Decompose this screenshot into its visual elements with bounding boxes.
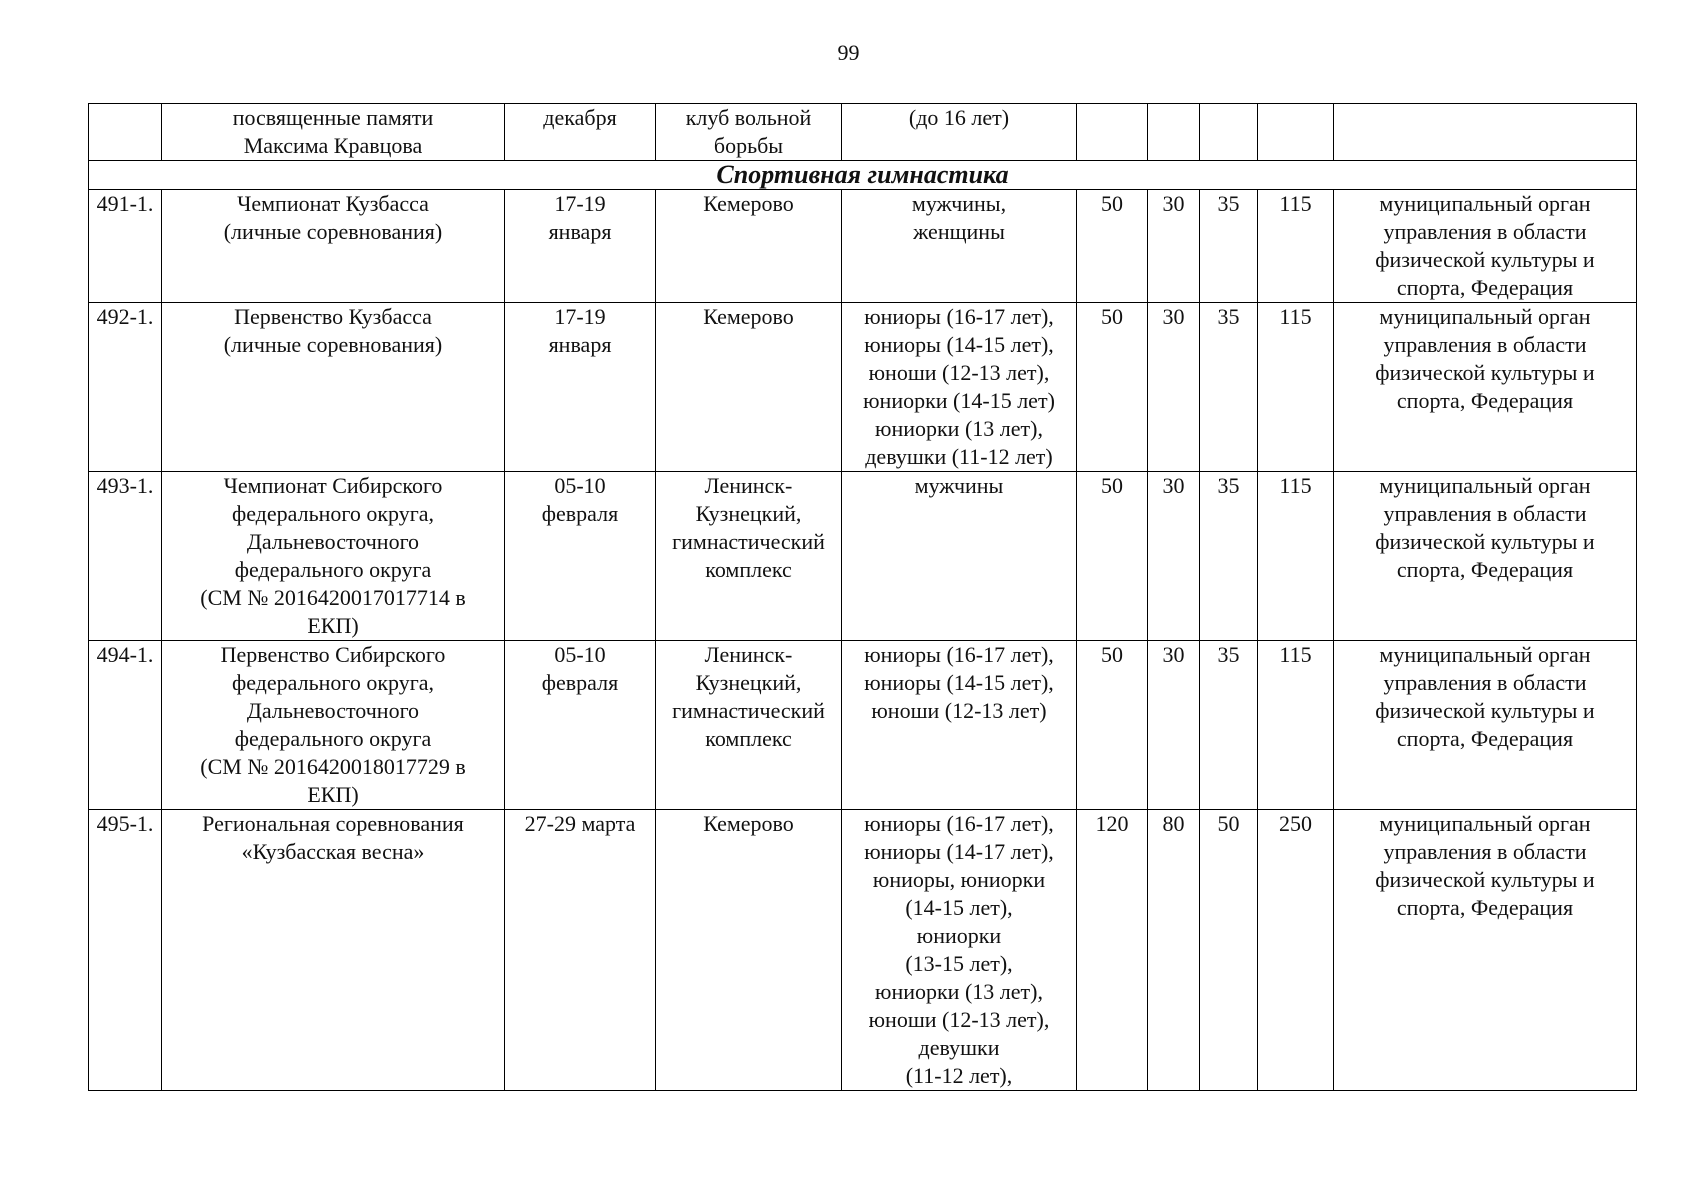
organizer-cell: муниципальный орган управления в области физической культуры и спорта, Федерация — [1334, 810, 1637, 1091]
count-cell-3: 35 — [1200, 641, 1258, 810]
count-cell-1: 50 — [1077, 303, 1148, 472]
table-row — [89, 641, 1637, 810]
event-place-cell: Ленинск- Кузнецкий, гимнастический комплекс — [656, 472, 842, 641]
row-number-cell — [89, 104, 162, 161]
count-cell-2: 30 — [1148, 190, 1200, 303]
total-cell: 250 — [1258, 810, 1334, 1091]
event-date-cell: 27-29 марта — [505, 810, 656, 1091]
participants-cell: мужчины, женщины — [842, 190, 1077, 303]
event-place-cell: клуб вольной борьбы — [656, 104, 842, 161]
event-place-cell: Кемерово — [656, 810, 842, 1091]
page-number: 99 — [837, 40, 860, 65]
total-cell: 115 — [1258, 472, 1334, 641]
count-cell-1 — [1077, 104, 1148, 161]
count-cell-3 — [1200, 104, 1258, 161]
event-place-cell: Кемерово — [656, 190, 842, 303]
count-cell-3: 35 — [1200, 190, 1258, 303]
participants-cell: юниоры (16-17 лет), юниоры (14-15 лет), юноши (12-13 лет), юниорки (14-15 лет) юниорки (13 лет), девушки (11-12 лет) — [842, 303, 1077, 472]
table-row — [89, 303, 1637, 472]
participants-cell: юниоры (16-17 лет), юниоры (14-17 лет), юниоры, юниорки (14-15 лет), юниорки (13-15 лет), юниорки (13 лет), юноши (12-13 лет), девушки (11-12 лет), — [842, 810, 1077, 1091]
continuation-row — [89, 104, 1637, 161]
event-name-cell: Первенство Кузбасса (личные соревнования) — [162, 303, 505, 472]
row-number-cell: 492-1. — [89, 303, 162, 472]
event-date-cell: 05-10 февраля — [505, 472, 656, 641]
event-date-cell: декабря — [505, 104, 656, 161]
participants-cell: мужчины — [842, 472, 1077, 641]
event-name-cell: посвященные памяти Максима Кравцова — [162, 104, 505, 161]
count-cell-2 — [1148, 104, 1200, 161]
event-date-cell: 05-10 февраля — [505, 641, 656, 810]
table-row — [89, 472, 1637, 641]
count-cell-2: 30 — [1148, 641, 1200, 810]
organizer-cell: муниципальный орган управления в области физической культуры и спорта, Федерация — [1334, 303, 1637, 472]
event-name-cell: Региональная соревнования «Кузбасская весна» — [162, 810, 505, 1091]
event-date-cell: 17-19 января — [505, 190, 656, 303]
event-name-cell: Первенство Сибирского федерального округа, Дальневосточного федерального округа (СМ № 2016420018017729 в ЕКП) — [162, 641, 505, 810]
events-table — [88, 103, 1637, 1091]
organizer-cell: муниципальный орган управления в области физической культуры и спорта, Федерация — [1334, 472, 1637, 641]
total-cell — [1258, 104, 1334, 161]
row-number-cell: 493-1. — [89, 472, 162, 641]
event-name-cell: Чемпионат Кузбасса (личные соревнования) — [162, 190, 505, 303]
event-place-cell: Кемерово — [656, 303, 842, 472]
participants-cell: (до 16 лет) — [842, 104, 1077, 161]
section-header-row — [89, 161, 1637, 190]
organizer-cell — [1334, 104, 1637, 161]
count-cell-2: 30 — [1148, 472, 1200, 641]
table-row — [89, 810, 1637, 1091]
organizer-cell: муниципальный орган управления в области физической культуры и спорта, Федерация — [1334, 641, 1637, 810]
organizer-cell: муниципальный орган управления в области физической культуры и спорта, Федерация — [1334, 190, 1637, 303]
event-name-cell: Чемпионат Сибирского федерального округа, Дальневосточного федерального округа (СМ № 2016420017017714 в ЕКП) — [162, 472, 505, 641]
total-cell: 115 — [1258, 190, 1334, 303]
count-cell-3: 50 — [1200, 810, 1258, 1091]
event-place-cell: Ленинск- Кузнецкий, гимнастический комплекс — [656, 641, 842, 810]
count-cell-1: 50 — [1077, 641, 1148, 810]
row-number-cell: 491-1. — [89, 190, 162, 303]
participants-cell: юниоры (16-17 лет), юниоры (14-15 лет), юноши (12-13 лет) — [842, 641, 1077, 810]
total-cell: 115 — [1258, 641, 1334, 810]
count-cell-1: 50 — [1077, 190, 1148, 303]
table-row — [89, 190, 1637, 303]
count-cell-1: 120 — [1077, 810, 1148, 1091]
count-cell-3: 35 — [1200, 472, 1258, 641]
count-cell-2: 80 — [1148, 810, 1200, 1091]
row-number-cell: 494-1. — [89, 641, 162, 810]
count-cell-2: 30 — [1148, 303, 1200, 472]
count-cell-1: 50 — [1077, 472, 1148, 641]
event-date-cell: 17-19 января — [505, 303, 656, 472]
count-cell-3: 35 — [1200, 303, 1258, 472]
total-cell: 115 — [1258, 303, 1334, 472]
row-number-cell: 495-1. — [89, 810, 162, 1091]
section-title: Спортивная гимнастика — [89, 161, 1637, 190]
